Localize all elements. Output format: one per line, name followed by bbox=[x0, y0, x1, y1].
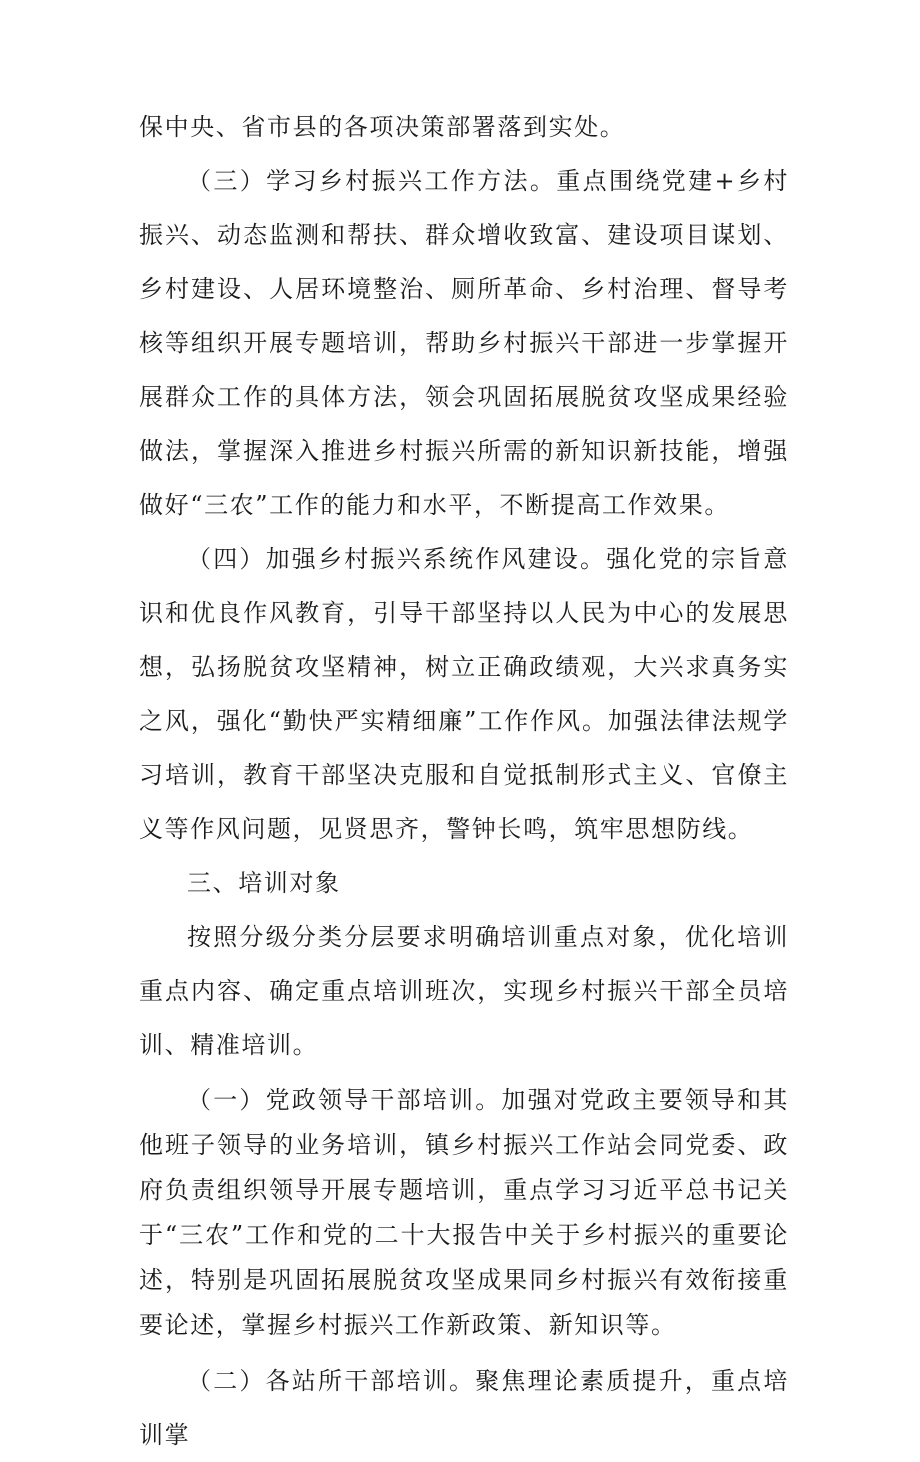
paragraph-continuation: 保中央、省市县的各项决策部署落到实处。 bbox=[139, 113, 626, 141]
paragraph-training-targets-intro: 按照分级分类分层要求明确培训重点对象，优化培训重点内容、确定重点培训班次，实现乡村振兴干部全员培训、精准培训。 bbox=[139, 923, 789, 1059]
paragraph-learn-methods: （三）学习乡村振兴工作方法。重点围绕党建+乡村振兴、动态监测和帮扶、群众增收致富、建设项目谋划、乡村建设、人居环境整治、厕所革命、乡村治理、督导考核等组织开展专题培训，帮助乡村振兴干部进一步掌握开展群众工作的具体方法，领会巩固拓展脱贫攻坚成果经验做法，掌握深入推进乡村振兴所需的新知识新技能，增强做好“三农”工作的能力和水平，不断提高工作效果。 bbox=[139, 167, 789, 519]
section-heading-training-targets: 三、培训对象 bbox=[187, 869, 341, 897]
document-body bbox=[139, 100, 789, 1462]
paragraph-work-style: （四）加强乡村振兴系统作风建设。强化党的宗旨意识和优良作风教育，引导干部坚持以人民为中心的发展思想，弘扬脱贫攻坚精神，树立正确政绩观，大兴求真务实之风，强化“勤快严实精细廉”工作作风。加强法律法规学习培训，教育干部坚决克服和自觉抵制形式主义、官僚主义等作风问题，见贤思齐，警钟长鸣，筑牢思想防线。 bbox=[139, 545, 789, 843]
paragraph-station-training: （二）各站所干部培训。聚焦理论素质提升，重点培训掌 bbox=[139, 1367, 789, 1449]
paragraph-leader-training: （一）党政领导干部培训。加强对党政主要领导和其他班子领导的业务培训，镇乡村振兴工作站会同党委、政府负责组织领导开展专题培训，重点学习习近平总书记关于“三农”工作和党的二十大报告中关于乡村振兴的重要论述，特别是巩固拓展脱贫攻坚成果同乡村振兴有效衔接重要论述，掌握乡村振兴工作新政策、新知识等。 bbox=[139, 1086, 789, 1339]
